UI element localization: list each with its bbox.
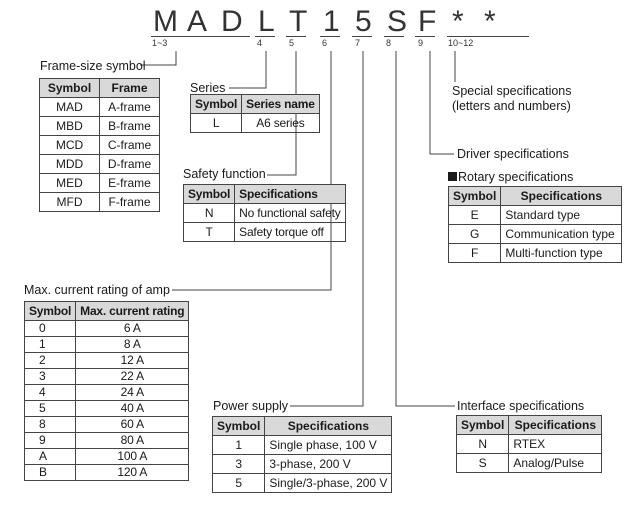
column-header-specifications: Specifications bbox=[235, 185, 345, 204]
table-cell: 2 bbox=[25, 353, 76, 369]
table-cell: MCD bbox=[40, 136, 100, 155]
table-cell: 24 A bbox=[76, 385, 189, 401]
position-label-9: 9 bbox=[418, 38, 424, 48]
table-cell: C-frame bbox=[100, 136, 160, 155]
table-header-row bbox=[25, 302, 189, 321]
table-cell: 6 A bbox=[76, 321, 189, 337]
table-cell: MBD bbox=[40, 117, 100, 136]
series-label: Series bbox=[190, 81, 226, 95]
table-row bbox=[25, 465, 189, 481]
leader-driver bbox=[430, 51, 454, 154]
table-cell: 40 A bbox=[76, 401, 189, 417]
table-header-row bbox=[191, 95, 320, 114]
code-underline-5 bbox=[286, 36, 306, 37]
code-char-a: A bbox=[187, 5, 208, 38]
rotary-spec-label bbox=[448, 170, 573, 184]
code-underline-8 bbox=[384, 36, 404, 37]
series-table bbox=[190, 94, 320, 133]
position-label-4: 4 bbox=[257, 38, 263, 48]
code-char-star-2: * bbox=[484, 5, 496, 38]
code-char-d: D bbox=[221, 5, 243, 38]
code-char-star-1: * bbox=[452, 5, 464, 38]
column-header-frame: Frame bbox=[100, 79, 160, 98]
table-cell: A6 series bbox=[242, 114, 320, 133]
driver-spec-table bbox=[448, 186, 622, 263]
column-header-symbol: Symbol bbox=[40, 79, 100, 98]
table-row bbox=[449, 225, 622, 244]
table-cell: RTEX bbox=[509, 435, 602, 454]
power-supply-label: Power supply bbox=[213, 399, 289, 413]
code-char-s: S bbox=[387, 5, 408, 38]
table-cell: 8 bbox=[25, 417, 76, 433]
table-cell: F-frame bbox=[100, 193, 160, 212]
table-cell: 22 A bbox=[76, 369, 189, 385]
table-row bbox=[40, 193, 160, 212]
frame-size-table bbox=[39, 78, 160, 212]
code-char-f: F bbox=[418, 5, 437, 38]
code-underline-1-3 bbox=[151, 36, 250, 37]
table-cell: N bbox=[184, 204, 235, 223]
table-cell: 3 bbox=[25, 369, 76, 385]
table-row bbox=[25, 369, 189, 385]
table-cell: Single/3-phase, 200 V bbox=[265, 474, 392, 493]
position-label-8: 8 bbox=[386, 38, 392, 48]
code-char-5: 5 bbox=[355, 5, 372, 38]
code-underline-6 bbox=[320, 36, 340, 37]
special-spec-sublabel: (letters and numbers) bbox=[452, 99, 571, 113]
table-cell: N bbox=[457, 435, 509, 454]
code-char-1: 1 bbox=[323, 5, 340, 38]
leader-series bbox=[229, 51, 266, 88]
column-header-specifications: Specifications bbox=[265, 417, 392, 436]
table-header-row bbox=[213, 417, 392, 436]
table-row bbox=[40, 117, 160, 136]
table-cell: A bbox=[25, 449, 76, 465]
table-cell: 80 A bbox=[76, 433, 189, 449]
code-underline-9 bbox=[415, 36, 435, 37]
table-cell: MED bbox=[40, 174, 100, 193]
table-row bbox=[449, 206, 622, 225]
frame-size-label: Frame-size symbol bbox=[40, 59, 146, 73]
table-row bbox=[449, 244, 622, 263]
position-label-6: 6 bbox=[322, 38, 328, 48]
table-cell: 0 bbox=[25, 321, 76, 337]
table-row bbox=[40, 155, 160, 174]
rotary-spec-text: Rotary specifications bbox=[458, 170, 574, 184]
table-cell: L bbox=[191, 114, 242, 133]
column-header-symbol: Symbol bbox=[184, 185, 235, 204]
table-cell: 100 A bbox=[76, 449, 189, 465]
table-header-row bbox=[457, 416, 602, 435]
code-char-m: M bbox=[153, 5, 178, 38]
column-header-symbol: Symbol bbox=[449, 187, 501, 206]
code-underline-7 bbox=[352, 36, 372, 37]
driver-spec-label: Driver specifications bbox=[457, 147, 569, 161]
table-cell: 1 bbox=[25, 337, 76, 353]
table-cell: 5 bbox=[213, 474, 265, 493]
table-row bbox=[184, 223, 346, 242]
table-cell: E-frame bbox=[100, 174, 160, 193]
table-header-row bbox=[40, 79, 160, 98]
position-label-1-3: 1~3 bbox=[152, 38, 168, 48]
position-label-5: 5 bbox=[289, 38, 295, 48]
table-cell: T bbox=[184, 223, 235, 242]
power-supply-table bbox=[212, 416, 392, 493]
table-cell: B bbox=[25, 465, 76, 481]
table-cell: Communication type bbox=[501, 225, 622, 244]
column-header-symbol: Symbol bbox=[191, 95, 242, 114]
table-cell: A-frame bbox=[100, 98, 160, 117]
code-char-t: T bbox=[289, 5, 308, 38]
table-cell: MFD bbox=[40, 193, 100, 212]
table-row bbox=[25, 417, 189, 433]
table-row bbox=[25, 385, 189, 401]
max-current-label: Max. current rating of amp bbox=[24, 283, 170, 297]
table-cell: D-frame bbox=[100, 155, 160, 174]
table-cell: MAD bbox=[40, 98, 100, 117]
table-row bbox=[40, 136, 160, 155]
table-row bbox=[213, 436, 392, 455]
max-current-table bbox=[24, 301, 189, 481]
table-row bbox=[191, 114, 320, 133]
table-row bbox=[40, 174, 160, 193]
column-header-specifications: Specifications bbox=[509, 416, 602, 435]
safety-function-table bbox=[183, 184, 346, 242]
table-cell: Standard type bbox=[501, 206, 622, 225]
table-header-row bbox=[184, 185, 346, 204]
table-row bbox=[213, 474, 392, 493]
column-header-max-current: Max. current rating bbox=[76, 302, 189, 321]
table-cell: G bbox=[449, 225, 501, 244]
code-char-l: L bbox=[258, 5, 275, 38]
column-header-specifications: Specifications bbox=[501, 187, 622, 206]
safety-function-label: Safety function bbox=[183, 167, 266, 181]
leader-interface bbox=[396, 51, 455, 406]
interface-spec-table bbox=[456, 415, 602, 473]
table-row bbox=[40, 98, 160, 117]
table-cell: Multi-function type bbox=[501, 244, 622, 263]
table-cell: 3-phase, 200 V bbox=[265, 455, 392, 474]
column-header-symbol: Symbol bbox=[213, 417, 265, 436]
table-row bbox=[213, 455, 392, 474]
table-row bbox=[25, 321, 189, 337]
table-cell: B-frame bbox=[100, 117, 160, 136]
table-cell: 120 A bbox=[76, 465, 189, 481]
column-header-series-name: Series name bbox=[242, 95, 320, 114]
code-underline-4 bbox=[255, 36, 275, 37]
table-cell: 1 bbox=[213, 436, 265, 455]
table-cell: F bbox=[449, 244, 501, 263]
column-header-symbol: Symbol bbox=[25, 302, 76, 321]
table-cell: Safety torque off bbox=[235, 223, 345, 242]
table-cell: S bbox=[457, 454, 509, 473]
table-row bbox=[25, 449, 189, 465]
table-cell: 8 A bbox=[76, 337, 189, 353]
table-row bbox=[25, 401, 189, 417]
table-cell: 9 bbox=[25, 433, 76, 449]
table-cell: 60 A bbox=[76, 417, 189, 433]
table-cell: Analog/Pulse bbox=[509, 454, 602, 473]
position-label-10-12: 10~12 bbox=[448, 38, 474, 48]
table-row bbox=[25, 433, 189, 449]
code-underline-10-12 bbox=[447, 36, 529, 37]
table-cell: 4 bbox=[25, 385, 76, 401]
table-row bbox=[457, 435, 602, 454]
table-row bbox=[184, 204, 346, 223]
table-cell: 5 bbox=[25, 401, 76, 417]
table-cell: MDD bbox=[40, 155, 100, 174]
table-cell: Single phase, 100 V bbox=[265, 436, 392, 455]
special-spec-label: Special specifications bbox=[452, 84, 572, 98]
interface-spec-label: Interface specifications bbox=[457, 399, 585, 413]
table-cell: 3 bbox=[213, 455, 265, 474]
square-bullet-icon bbox=[448, 172, 457, 181]
table-row bbox=[457, 454, 602, 473]
table-header-row bbox=[449, 187, 622, 206]
position-label-7: 7 bbox=[355, 38, 361, 48]
table-row bbox=[25, 337, 189, 353]
table-cell: 12 A bbox=[76, 353, 189, 369]
table-row bbox=[25, 353, 189, 369]
table-cell: No functional safety bbox=[235, 204, 345, 223]
column-header-symbol: Symbol bbox=[457, 416, 509, 435]
table-cell: E bbox=[449, 206, 501, 225]
